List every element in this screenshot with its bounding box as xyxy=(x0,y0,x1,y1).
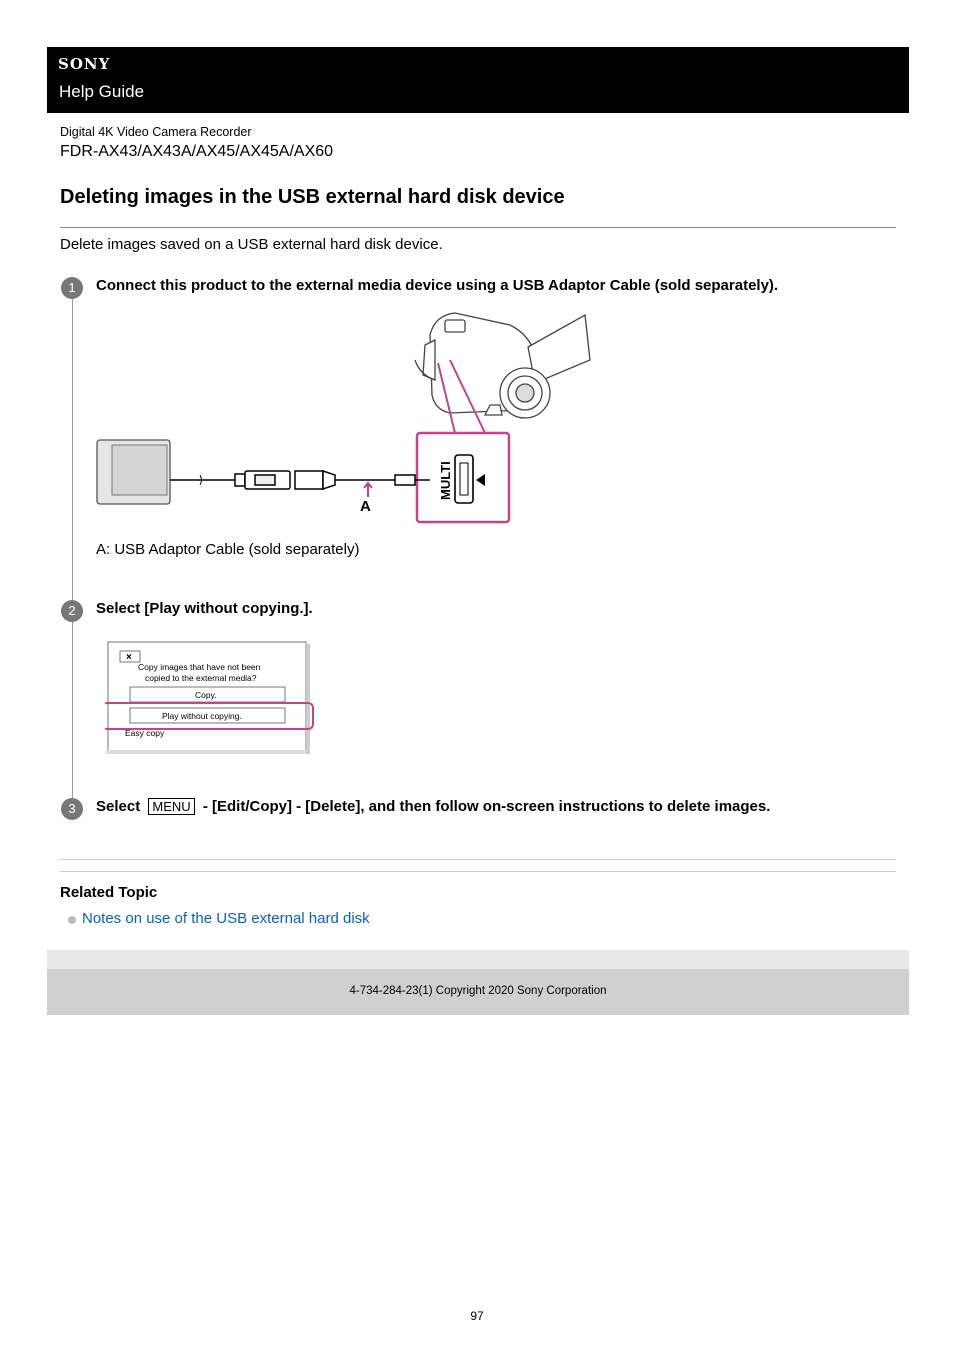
footer-copyright: 4-734-284-23(1) Copyright 2020 Sony Corporation xyxy=(47,969,909,1015)
step-2-text: Select [Play without copying.]. xyxy=(96,600,313,617)
step-3-text xyxy=(96,798,770,815)
dialog-footer-label: Easy copy xyxy=(125,728,165,738)
section-divider-2 xyxy=(60,871,896,872)
step-3-prefix: Select xyxy=(96,798,141,815)
bullet-icon xyxy=(68,916,76,924)
sony-logo: SONY xyxy=(58,55,111,73)
step-number-2: 2 xyxy=(61,600,83,622)
step-number-1: 1 xyxy=(61,277,83,299)
help-guide-label: Help Guide xyxy=(59,82,145,101)
menu-key-icon: MENU xyxy=(148,798,194,815)
dialog-question-line-1: Copy images that have not been xyxy=(138,662,261,672)
figure-caption: A: USB Adaptor Cable (sold separately) xyxy=(96,541,360,558)
copy-dialog-screenshot xyxy=(105,640,320,758)
section-divider-1 xyxy=(60,859,896,860)
step-3-suffix: - [Edit/Copy] - [Delete], and then follow on-screen instructions to delete images. xyxy=(202,798,771,815)
page-number: 97 xyxy=(470,1309,484,1323)
title-divider xyxy=(60,227,896,228)
footer-spacer xyxy=(47,950,909,969)
camcorder-icon xyxy=(415,313,590,418)
cable-marker-label: A xyxy=(360,498,371,515)
related-link-usb-hdd-notes[interactable]: Notes on use of the USB external hard disk xyxy=(82,910,370,927)
page-title: Deleting images in the USB external hard disk device xyxy=(60,186,565,208)
multi-port-label: MULTI xyxy=(438,461,453,500)
multi-port-icon xyxy=(455,455,473,503)
usb-connection-illustration xyxy=(90,305,610,530)
step-connector-line xyxy=(72,290,73,808)
external-hard-disk-icon xyxy=(97,440,170,504)
dialog-question-line-2: copied to the external media? xyxy=(145,673,257,683)
svg-text:Play without copying.: Play without copying. xyxy=(162,711,242,721)
svg-text:Copy.: Copy. xyxy=(195,690,217,700)
header-bar xyxy=(47,47,909,113)
step-1-text: Connect this product to the external media device using a USB Adaptor Cable (sold separately). xyxy=(96,277,779,294)
product-category: Digital 4K Video Camera Recorder xyxy=(60,125,252,139)
related-topic-heading: Related Topic xyxy=(60,884,158,901)
cable-marker-arrow xyxy=(364,483,372,497)
usb-adaptor-cable-icon xyxy=(170,471,430,489)
step-number-3: 3 xyxy=(61,798,83,820)
svg-text:×: × xyxy=(126,652,132,663)
intro-text: Delete images saved on a USB external hard disk device. xyxy=(60,236,443,253)
model-names: FDR-AX43/AX43A/AX45/AX45A/AX60 xyxy=(60,143,334,160)
